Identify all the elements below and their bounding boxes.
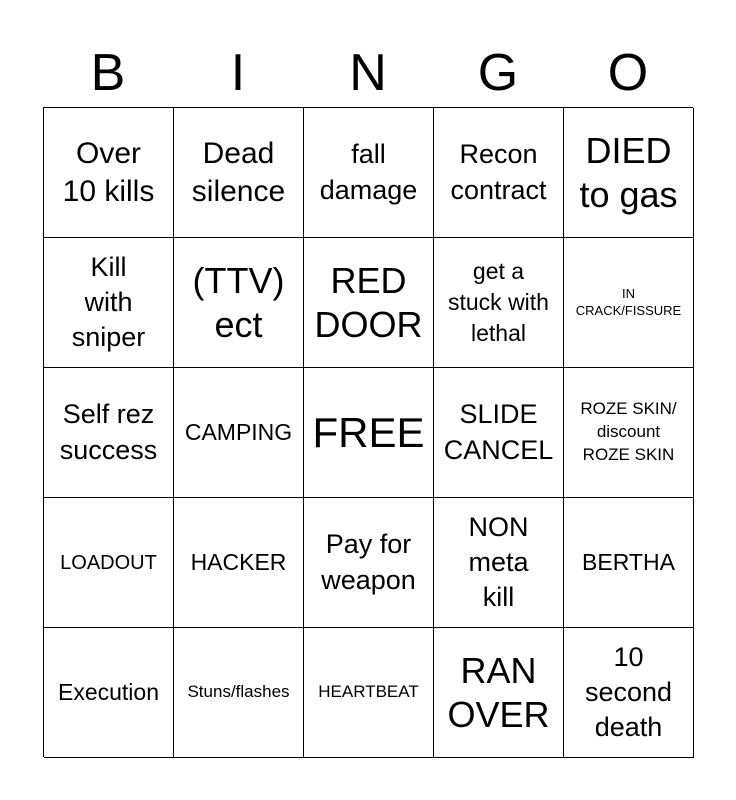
bingo-cell-r1-c4[interactable]: Recon contract: [434, 108, 564, 238]
bingo-cell-r2-c2[interactable]: (TTV) ect: [174, 238, 304, 368]
bingo-cell-r5-c2[interactable]: Stuns/flashes: [174, 628, 304, 758]
bingo-cell-r5-c3[interactable]: HEARTBEAT: [304, 628, 434, 758]
bingo-cell-r1-c2[interactable]: Dead silence: [174, 108, 304, 238]
bingo-cell-r4-c4[interactable]: NON meta kill: [434, 498, 564, 628]
header-letter-o: O: [607, 44, 649, 102]
header-letter-i: I: [230, 44, 246, 102]
bingo-cell-r4-c1[interactable]: LOADOUT: [44, 498, 174, 628]
bingo-cell-r5-c5[interactable]: 10 second death: [564, 628, 694, 758]
bingo-cell-r1-c1[interactable]: Over 10 kills: [44, 108, 174, 238]
bingo-cell-r2-c3[interactable]: RED DOOR: [304, 238, 434, 368]
bingo-cell-r5-c4[interactable]: RAN OVER: [434, 628, 564, 758]
header-letter-b: B: [90, 44, 126, 102]
bingo-cell-r2-c5[interactable]: IN CRACK/FISSURE: [564, 238, 694, 368]
bingo-board: [43, 107, 693, 757]
bingo-cell-r3-c2[interactable]: CAMPING: [174, 368, 304, 498]
bingo-cell-r4-c2[interactable]: HACKER: [174, 498, 304, 628]
bingo-cell-r2-c1[interactable]: Kill with sniper: [44, 238, 174, 368]
bingo-cell-r1-c3[interactable]: fall damage: [304, 108, 434, 238]
bingo-cell-r3-c1[interactable]: Self rez success: [44, 368, 174, 498]
bingo-cell-free[interactable]: FREE: [304, 368, 434, 498]
bingo-cell-r4-c3[interactable]: Pay for weapon: [304, 498, 434, 628]
bingo-header: [43, 40, 693, 106]
bingo-cell-r3-c4[interactable]: SLIDE CANCEL: [434, 368, 564, 498]
header-letter-n: N: [349, 44, 387, 102]
bingo-cell-r3-c5[interactable]: ROZE SKIN/ discount ROZE SKIN: [564, 368, 694, 498]
bingo-cell-r1-c5[interactable]: DIED to gas: [564, 108, 694, 238]
bingo-cell-r4-c5[interactable]: BERTHA: [564, 498, 694, 628]
header-letter-g: G: [477, 44, 519, 102]
bingo-cell-r5-c1[interactable]: Execution: [44, 628, 174, 758]
bingo-cell-r2-c4[interactable]: get a stuck with lethal: [434, 238, 564, 368]
